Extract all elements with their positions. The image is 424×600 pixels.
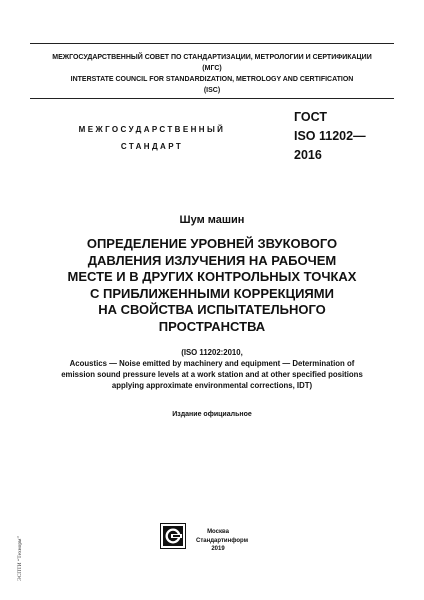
top-rule bbox=[30, 43, 394, 44]
publisher-name: Стандартинформ bbox=[196, 537, 249, 544]
edition-note: Издание официальное bbox=[172, 411, 252, 418]
standard-type-line-1: МЕЖГОСУДАРСТВЕННЫЙ bbox=[78, 125, 226, 134]
title-line: ДАВЛЕНИЯ ИЗЛУЧЕНИЯ НА РАБОЧЕМ bbox=[87, 252, 337, 268]
council-ru-abbr: (МГС) bbox=[202, 65, 222, 72]
council-en-line: INTERSTATE COUNCIL FOR STANDARDIZATION, METROLOGY AND CERTIFICATION bbox=[70, 76, 354, 83]
designation-number: ISO 11202— bbox=[294, 129, 366, 143]
publisher-block bbox=[196, 528, 249, 554]
iso-reference-line: (ISO 11202:2010, bbox=[181, 348, 243, 357]
designation-year: 2016 bbox=[294, 148, 322, 162]
title-line: МЕСТЕ И В ДРУГИХ КОНТРОЛЬНЫХ ТОЧКАХ bbox=[67, 269, 357, 285]
council-ru bbox=[30, 52, 394, 74]
iso-reference-line: applying approximate environmental corrections, IDT) bbox=[111, 381, 313, 390]
iso-reference-line: Acoustics — Noise emitted by machinery and equipment — Determination of bbox=[69, 359, 355, 368]
document-title bbox=[44, 236, 380, 336]
title-line: ОПРЕДЕЛЕНИЕ УРОВНЕЙ ЗВУКОВОГО bbox=[86, 236, 338, 251]
council-en bbox=[30, 74, 394, 96]
bottom-rule bbox=[30, 98, 394, 99]
title-line: НА СВОЙСТВА ИСПЫТАТЕЛЬНОГО bbox=[98, 302, 326, 318]
title-line: ПРОСТРАНСТВА bbox=[158, 318, 266, 334]
side-watermark: ЭСПТИ “Технорм” bbox=[17, 536, 23, 581]
council-ru-line: МЕЖГОСУДАРСТВЕННЫЙ СОВЕТ ПО СТАНДАРТИЗАЦИИ, МЕТРОЛОГИИ И СЕРТИФИКАЦИИ bbox=[52, 54, 372, 61]
council-en-abbr: (ISC) bbox=[203, 87, 221, 94]
standartinform-logo bbox=[160, 523, 186, 549]
iso-reference bbox=[30, 347, 394, 391]
publisher-city: Москва bbox=[207, 529, 229, 535]
standartinform-logo-icon bbox=[160, 523, 186, 549]
standard-type-line-2: СТАНДАРТ bbox=[120, 142, 184, 151]
subject-heading: Шум машин bbox=[179, 214, 245, 226]
standard-type bbox=[44, 121, 260, 155]
publisher-year: 2019 bbox=[211, 546, 225, 552]
iso-reference-line: emission sound pressure levels at a work station and at other specified positions bbox=[61, 370, 363, 379]
title-line: С ПРИБЛИЖЕННЫМИ КОРРЕКЦИЯМИ bbox=[90, 285, 334, 301]
standard-designation bbox=[294, 108, 366, 165]
designation-prefix: ГОСТ bbox=[294, 110, 327, 124]
